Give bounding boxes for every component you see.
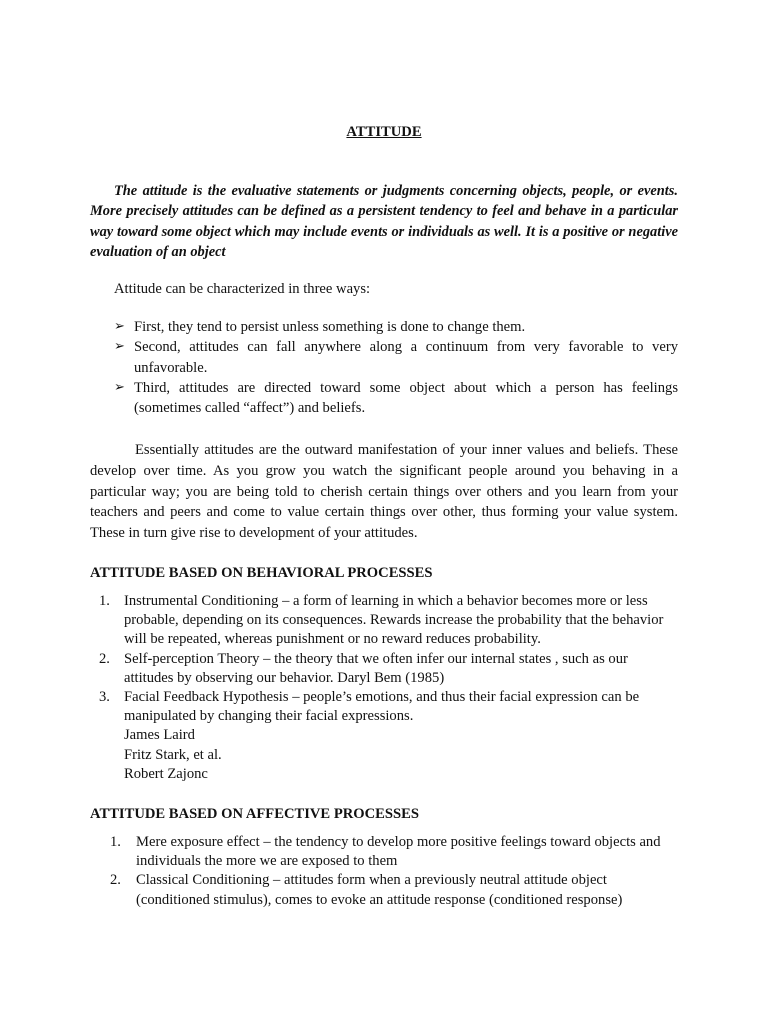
researcher-name: Fritz Stark, et al. xyxy=(124,746,222,763)
list-item-text: Self-perception Theory – the theory that we often infer our internal states , such as our attitudes by observing our behavior. Daryl Bem (1985) xyxy=(124,650,628,686)
list-number: 1. xyxy=(99,593,110,609)
document-title: ATTITUDE xyxy=(346,124,422,140)
list-item-text: First, they tend to persist unless something is done to change them. xyxy=(134,319,526,335)
list-item xyxy=(99,833,678,871)
characterized-intro: Attitude can be characterized in three ways: xyxy=(114,281,371,297)
essay-paragraph: Essentially attitudes are the outward manifestation of your inner values and beliefs. These develop over time. As you grow you watch the significant people around you behaving in a particular way; you are being told to cherish certain things over others and you learn from your teachers and peers and come to value certain things over other, thus forming your value system. These in turn give rise to development of your attitudes. xyxy=(90,442,678,542)
behavioral-list xyxy=(99,592,678,784)
list-number: 2. xyxy=(110,872,121,889)
list-item xyxy=(114,337,678,378)
list-number: 1. xyxy=(110,834,121,850)
arrow-bullet-icon: ➢ xyxy=(114,379,125,395)
characteristics-list xyxy=(114,317,678,418)
list-item-text: Third, attitudes are directed toward some object about which a person has feelings (sometimes called “affect”) and beliefs. xyxy=(134,379,678,417)
researcher-name: James Laird xyxy=(124,727,195,744)
list-item xyxy=(99,871,678,909)
affective-list xyxy=(99,833,678,910)
list-number: 2. xyxy=(99,650,110,667)
list-number: 3. xyxy=(99,689,110,706)
list-item xyxy=(99,650,678,688)
list-item xyxy=(99,592,678,650)
list-item xyxy=(114,378,678,419)
list-item-text: Instrumental Conditioning – a form of learning in which a behavior becomes more or less probable, depending on its consequences. Rewards increase the probability that the behavior will be repeated, whereas punishment or no reward reduces probability. xyxy=(124,593,664,648)
arrow-bullet-icon: ➢ xyxy=(114,319,125,334)
list-item-text: Mere exposure effect – the tendency to develop more positive feelings toward objects and individuals the more we are exposed to them xyxy=(136,834,661,870)
list-item-text: Facial Feedback Hypothesis – people’s emotions, and thus their facial expression can be manipulated by changing their facial expressions. xyxy=(124,689,640,725)
researcher-name: Robert Zajonc xyxy=(124,765,208,782)
list-item-text: Second, attitudes can fall anywhere along a continuum from very favorable to very unfavorable. xyxy=(134,339,678,376)
list-item-text: Classical Conditioning – attitudes form when a previously neutral attitude object (conditioned stimulus), comes to evoke an attitude response (conditioned response) xyxy=(136,872,623,908)
intro-paragraph: The attitude is the evaluative statements or judgments concerning objects, people, or events. More precisely attitudes can be defined as a persistent tendency to feel and behave in a particular way toward some object which may include events or individuals as well. It is a positive or negative evaluation of an object xyxy=(90,183,678,260)
list-item xyxy=(99,688,678,784)
affective-heading: ATTITUDE BASED ON AFFECTIVE PROCESSES xyxy=(90,806,419,822)
arrow-bullet-icon: ➢ xyxy=(114,339,125,355)
list-item xyxy=(114,317,678,337)
behavioral-heading: ATTITUDE BASED ON BEHAVIORAL PROCESSES xyxy=(90,565,433,581)
